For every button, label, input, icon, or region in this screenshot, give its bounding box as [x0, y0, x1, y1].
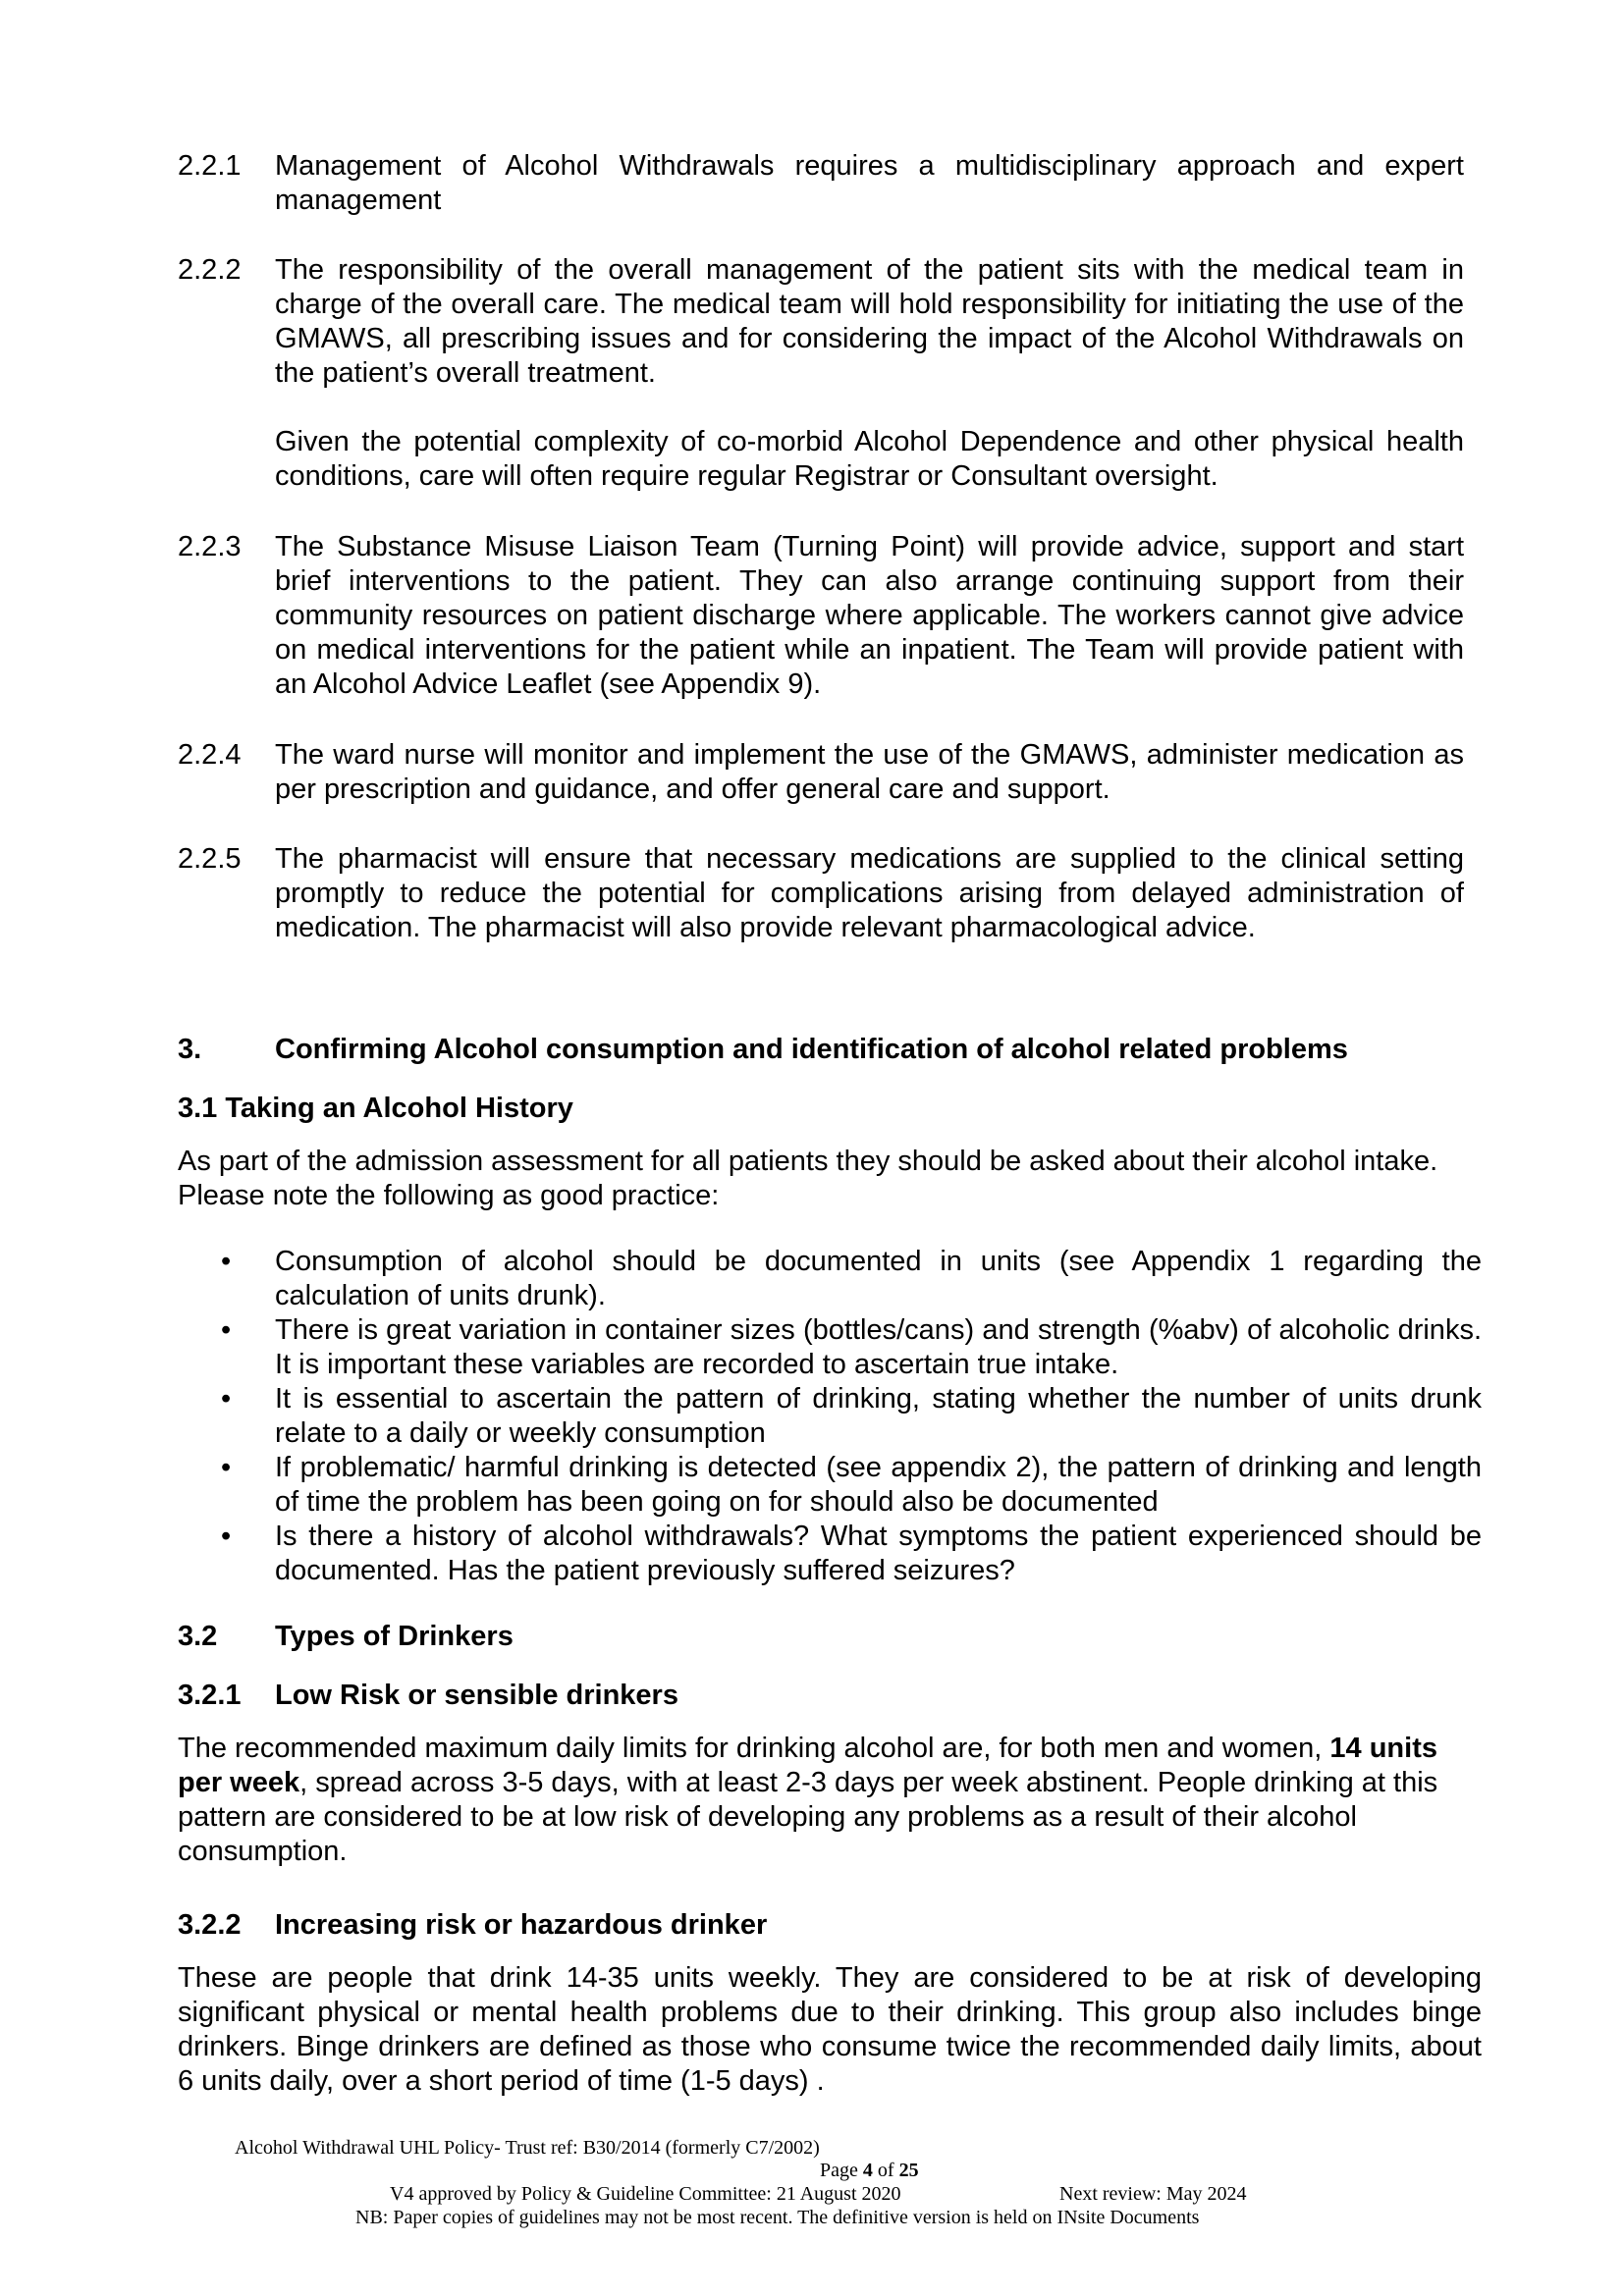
section-text: The responsibility of the overall management of the patient sits with the medical team in charge of the overall care. The medical team will hold responsibility for initiating the use of the GMAWS, all prescribing issues and for considering the impact of the Alcohol Withdrawals on the patient’s overall treatment.	[275, 254, 1464, 389]
list-item-text: Consumption of alcohol should be documented in units (see Appendix 1 regarding the calculation of units drunk).	[275, 1246, 1482, 1311]
section-2-2-1	[178, 149, 1464, 218]
section-3-2-1-text	[178, 1732, 1482, 1869]
list-item-text: If problematic/ harmful drinking is detected (see appendix 2), the pattern of drinking and length of time the problem has been going on for should also be documented	[275, 1452, 1482, 1518]
section-number: 2.2.5	[178, 843, 242, 875]
heading-title: 3.1 Taking an Alcohol History	[178, 1093, 573, 1124]
bullet-icon: •	[221, 1521, 232, 1552]
heading-title: Increasing risk or hazardous drinker	[275, 1909, 768, 1941]
heading-title: Confirming Alcohol consumption and identification of alcohol related problems	[275, 1034, 1348, 1065]
list-item-text: Is there a history of alcohol withdrawals? What symptoms the patient experienced should be documented. Has the patient previously suffered seizures?	[275, 1521, 1482, 1586]
section-2-2-2	[178, 253, 1464, 494]
section-3-2-heading	[178, 1620, 514, 1654]
section-text: The Substance Misuse Liaison Team (Turning Point) will provide advice, support and start brief interventions to the patient. They can also arrange continuing support from their community resources on patient discharge where applicable. The workers cannot give advice on medical interventions for the patient while an inpatient. The Team will provide patient with an Alcohol Advice Leaflet (see Appendix 9).	[275, 531, 1464, 700]
paragraph-text-continued: , spread across 3-5 days, with at least 2-3 days per week abstinent. People drinking at this pattern are considered to be at low risk of developing any problems as a result of their alcohol consumption.	[178, 1767, 1438, 1867]
bullet-icon: •	[221, 1314, 232, 1346]
section-3-heading	[178, 1033, 1348, 1067]
list-item-text: It is essential to ascertain the pattern of drinking, stating whether the number of units drunk relate to a daily or weekly consumption	[275, 1383, 1482, 1449]
heading-number: 3.2.2	[178, 1909, 242, 1941]
list-item	[178, 1520, 1482, 1588]
section-number: 2.2.2	[178, 254, 242, 286]
section-number: 2.2.3	[178, 531, 242, 562]
section-3-2-1-heading	[178, 1679, 678, 1713]
heading-number: 3.	[178, 1034, 202, 1065]
bullet-icon: •	[221, 1246, 232, 1277]
section-text: The pharmacist will ensure that necessary medications are supplied to the clinical setting promptly to reduce the potential for complications arising from delayed administration of medication. The pharmacist will also provide relevant pharmacological advice.	[275, 843, 1464, 943]
emphasis-text: 14 units per week	[178, 1733, 1437, 1798]
good-practice-list	[178, 1245, 1482, 1588]
list-item	[178, 1245, 1482, 1313]
list-item	[178, 1382, 1482, 1451]
list-item-text: There is great variation in container sizes (bottles/cans) and strength (%abv) of alcoholic drinks. It is important these variables are recorded to ascertain true intake.	[275, 1314, 1482, 1380]
section-3-1-heading	[178, 1092, 573, 1126]
heading-title: Low Risk or sensible drinkers	[275, 1680, 678, 1711]
section-3-2-2-heading	[178, 1908, 767, 1943]
footer-policy-ref: Alcohol Withdrawal UHL Policy- Trust ref: B30/2014 (formerly C7/2002)	[235, 2137, 820, 2159]
footer-approval: V4 approved by Policy & Guideline Committee: 21 August 2020	[390, 2183, 901, 2205]
section-number: 2.2.4	[178, 739, 242, 771]
footer-page-number	[820, 2159, 919, 2183]
section-3-1-intro: As part of the admission assessment for all patients they should be asked about their alcohol intake. Please note the following as good practice:	[178, 1146, 1438, 1211]
page-label: Page	[820, 2160, 863, 2181]
footer-next-review: Next review: May 2024	[1059, 2183, 1247, 2205]
section-number: 2.2.1	[178, 150, 242, 182]
page-of: of	[872, 2160, 899, 2181]
section-text: The ward nurse will monitor and implement the use of the GMAWS, administer medication as per prescription and guidance, and offer general care and support.	[275, 739, 1464, 805]
section-2-2-3	[178, 530, 1464, 702]
footer-note: NB: Paper copies of guidelines may not be most recent. The definitive version is held on INsite Documents	[355, 2207, 1200, 2228]
page-total: 25	[898, 2160, 919, 2181]
paragraph-text: The recommended maximum daily limits for drinking alcohol are, for both men and women,	[178, 1733, 1330, 1764]
section-2-2-5	[178, 842, 1464, 945]
page-current: 4	[862, 2160, 873, 2181]
heading-number: 3.2	[178, 1621, 218, 1652]
heading-title: Types of Drinkers	[275, 1621, 514, 1652]
section-3-2-2-text: These are people that drink 14-35 units weekly. They are considered to be at risk of developing significant physical or mental health problems due to their drinking. This group also includes binge drinkers. Binge drinkers are defined as those who consume twice the recommended daily limits, about 6 units daily, over a short period of time (1-5 days) .	[178, 1962, 1482, 2097]
list-item	[178, 1313, 1482, 1382]
list-item	[178, 1451, 1482, 1520]
section-text-continued: Given the potential complexity of co-morbid Alcohol Dependence and other physical health conditions, care will often require regular Registrar or Consultant oversight.	[275, 426, 1464, 492]
bullet-icon: •	[221, 1452, 232, 1483]
heading-number: 3.2.1	[178, 1680, 242, 1711]
section-text: Management of Alcohol Withdrawals requires a multidisciplinary approach and expert management	[275, 150, 1464, 216]
bullet-icon: •	[221, 1383, 232, 1415]
section-2-2-4	[178, 738, 1464, 807]
